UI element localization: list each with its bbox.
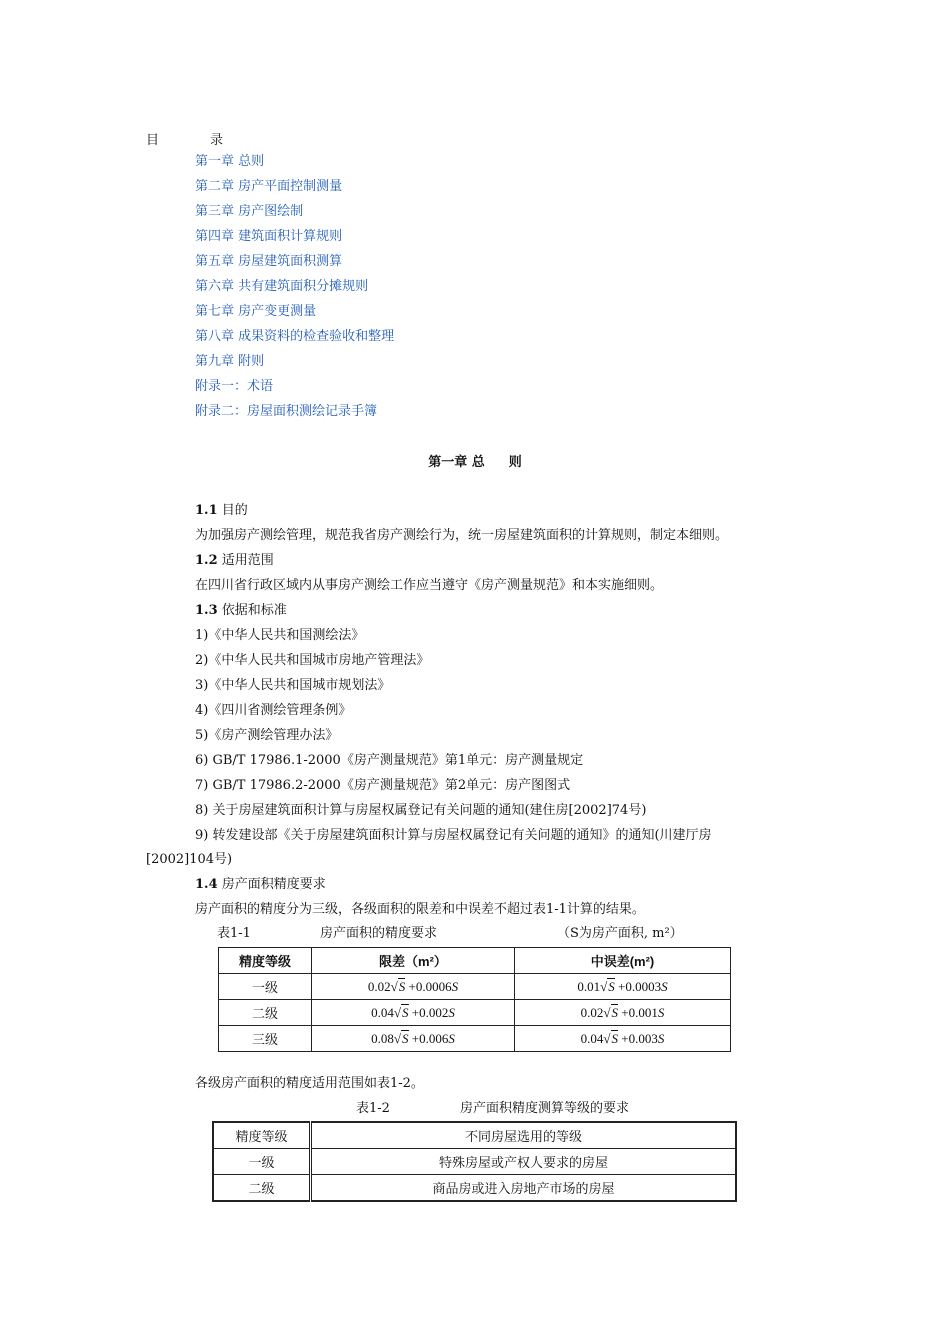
table-cell-formula: 0.02√S +0.001S xyxy=(515,1000,731,1026)
table-cell-formula: 0.01√S +0.0003S xyxy=(515,974,731,1000)
toc-heading xyxy=(146,129,223,148)
table2-title: 房产面积精度测算等级的要求 xyxy=(460,1101,630,1116)
toc-link-ch9[interactable]: 第九章 附则 xyxy=(195,354,265,369)
table1-title: 房产面积的精度要求 xyxy=(320,926,438,941)
section-title: 适用范围 xyxy=(221,553,274,568)
reference-item: 1)《中华人民共和国测绘法》 xyxy=(195,628,365,643)
section-number: 1.3 xyxy=(195,603,218,618)
table-header-cell: 中误差(m²) xyxy=(515,948,731,974)
table-header-row xyxy=(219,948,731,974)
toc-link-appendix2[interactable]: 附录二：房屋面积测绘记录手簿 xyxy=(195,404,378,419)
table1-label: 表1-1 xyxy=(217,926,251,941)
section-number: 1.2 xyxy=(195,553,218,568)
reference-item: 6) GB/T 17986.1-2000《房产测量规范》第1单元：房产测量规定 xyxy=(195,753,584,768)
section-1-2-heading xyxy=(195,551,274,571)
section-number: 1.1 xyxy=(195,503,218,518)
table-cell-desc: 特殊房屋或产权人要求的房屋 xyxy=(311,1149,737,1175)
reference-item: 8) 关于房屋建筑面积计算与房屋权属登记有关问题的通知(建住房[2002]74号) xyxy=(195,803,647,818)
toc-link-ch4[interactable]: 第四章 建筑面积计算规则 xyxy=(195,229,343,244)
section-1-3-heading xyxy=(195,601,287,621)
toc-link-ch5[interactable]: 第五章 房屋建筑面积测算 xyxy=(195,254,343,269)
section-title: 目的 xyxy=(221,503,248,518)
reference-item: 9) 转发建设部《关于房屋建筑面积计算与房屋权属登记有关问题的通知》的通知(川建厅房 xyxy=(195,828,712,843)
toc-link-ch2[interactable]: 第二章 房产平面控制测量 xyxy=(195,179,343,194)
table2-intro: 各级房产面积的精度适用范围如表1-2。 xyxy=(195,1076,424,1091)
table-cell-formula: 0.08√S +0.006S xyxy=(312,1026,515,1052)
section-1-4-heading xyxy=(195,875,326,895)
table-cell-level: 三级 xyxy=(219,1026,312,1052)
precision-table xyxy=(218,947,731,1052)
table-row xyxy=(213,1175,736,1202)
section-1-1-body: 为加强房产测绘管理，规范我省房产测绘行为，统一房屋建筑面积的计算规则，制定本细则。 xyxy=(195,528,729,543)
toc-heading-right: 录 xyxy=(210,133,224,148)
table-cell-desc: 商品房或进入房地产市场的房屋 xyxy=(311,1175,737,1202)
toc-link-appendix1[interactable]: 附录一：术语 xyxy=(195,379,274,394)
reference-item: 4)《四川省测绘管理条例》 xyxy=(195,703,352,718)
table-row xyxy=(219,1026,731,1052)
toc-link-ch3[interactable]: 第三章 房产图绘制 xyxy=(195,204,304,219)
chapter-title-part1: 第一章 总 xyxy=(428,455,485,470)
table1-note: （S为房产面积, m²） xyxy=(557,926,683,941)
section-1-4-body: 房产面积的精度分为三级，各级面积的限差和中误差不超过表1-1计算的结果。 xyxy=(195,902,645,917)
section-1-1-heading xyxy=(195,501,248,521)
chapter-title-part2: 则 xyxy=(508,455,522,470)
table-cell-formula: 0.04√S +0.002S xyxy=(312,1000,515,1026)
table-row xyxy=(213,1149,736,1175)
section-1-2-body: 在四川省行政区域内从事房产测绘工作应当遵守《房产测量规范》和本实施细则。 xyxy=(195,578,664,593)
table-cell-level: 二级 xyxy=(219,1000,312,1026)
table-row xyxy=(219,974,731,1000)
toc-list xyxy=(195,152,394,427)
reference-item: 7) GB/T 17986.2-2000《房产测量规范》第2单元：房产图图式 xyxy=(195,778,571,793)
table-cell-level: 一级 xyxy=(213,1149,311,1175)
toc-link-ch8[interactable]: 第八章 成果资料的检查验收和整理 xyxy=(195,329,395,344)
grade-table xyxy=(212,1121,737,1202)
reference-item: 2)《中华人民共和国城市房地产管理法》 xyxy=(195,653,430,668)
table-row xyxy=(219,1000,731,1026)
table-header-cell: 限差（m²） xyxy=(312,948,515,974)
table-cell-level: 一级 xyxy=(219,974,312,1000)
chapter-title xyxy=(0,451,950,470)
table-header-cell: 不同房屋选用的等级 xyxy=(311,1122,737,1149)
section-number: 1.4 xyxy=(195,877,218,892)
toc-link-ch7[interactable]: 第七章 房产变更测量 xyxy=(195,304,317,319)
table-cell-formula: 0.04√S +0.003S xyxy=(515,1026,731,1052)
toc-link-ch1[interactable]: 第一章 总则 xyxy=(195,154,265,169)
table-header-cell: 精度等级 xyxy=(219,948,312,974)
section-title: 房产面积精度要求 xyxy=(221,877,326,892)
toc-link-ch6[interactable]: 第六章 共有建筑面积分摊规则 xyxy=(195,279,369,294)
table-cell-formula: 0.02√S +0.0006S xyxy=(312,974,515,1000)
table2-label: 表1-2 xyxy=(356,1101,390,1116)
table-header-row xyxy=(213,1122,736,1149)
reference-item: 5)《房产测绘管理办法》 xyxy=(195,728,339,743)
reference-item: 3)《中华人民共和国城市规划法》 xyxy=(195,678,391,693)
section-title: 依据和标准 xyxy=(221,603,287,618)
reference-item-continuation: [2002]104号) xyxy=(146,852,233,867)
table-header-cell: 精度等级 xyxy=(213,1122,311,1149)
table-cell-level: 二级 xyxy=(213,1175,311,1202)
toc-heading-left: 目 xyxy=(146,133,160,148)
